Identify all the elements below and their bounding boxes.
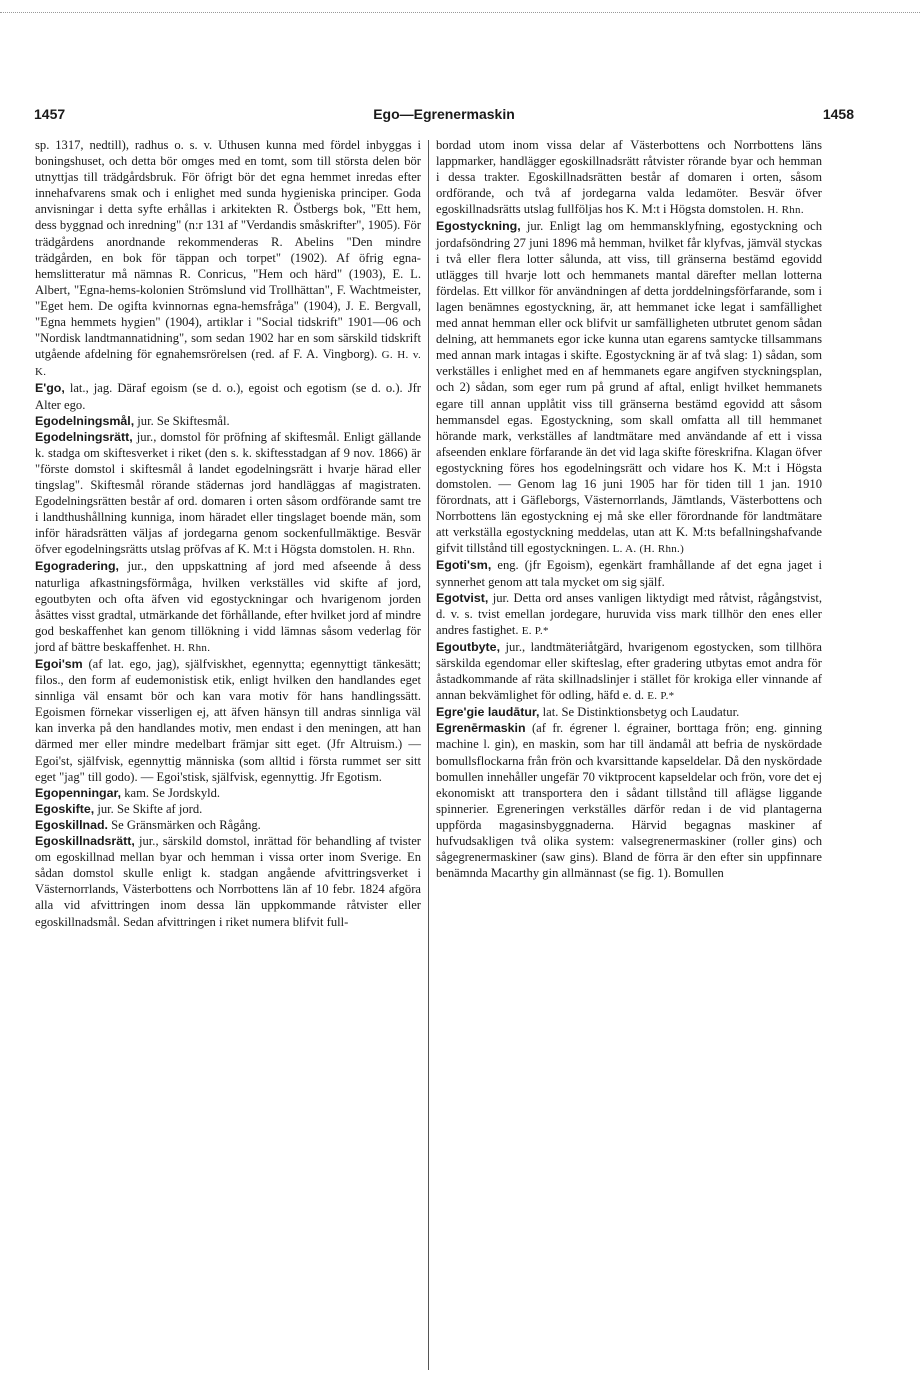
left-column xyxy=(35,137,421,930)
entry-headword: Egrenērmaskin xyxy=(436,721,526,736)
entry-text: Se Gränsmärken och Rågång. xyxy=(111,817,261,832)
dictionary-entry xyxy=(436,639,822,704)
column-divider xyxy=(428,140,429,1370)
page-number-right: 1458 xyxy=(822,106,854,122)
entry-headword: Egotvist, xyxy=(436,590,489,605)
dictionary-entry xyxy=(436,720,822,881)
entry-text: jur., särskild domstol, inrättad för behandling af tvister om egoskillnad mellan byar och hemman i vissa orter inom Sverige. En sådan domstol skulle enligt k. stadgan angående afvittringsverket i Västernorrlands, Västerbottens och Norrbottens län af 10 febr. 1824 afgöra alla vid afvittringen inom dessa län uppkommande råtvister eller egoskillnadsmål. Sedan afvittringen i riket numera blifvit full- xyxy=(35,834,421,929)
dictionary-entry xyxy=(436,557,822,589)
entry-text: lat., jag. Däraf egoism (se d. o.), egoist och egotism (se d. o.). Jfr Alter ego. xyxy=(35,381,421,412)
dictionary-entry xyxy=(35,558,421,656)
page-header xyxy=(34,106,854,126)
entry-headword: Egodelningsmål, xyxy=(35,413,135,428)
entry-headword: Egodelningsrätt, xyxy=(35,429,133,444)
page-number-left: 1457 xyxy=(34,106,66,122)
entry-text: jur. Detta ord anses vanligen liktydigt med råtvist, rågångstvist, d. v. s. tvist emellan jordegare, huruvida viss mark tillhör den enes eller andres fastighet. xyxy=(436,590,822,637)
entry-text: eng. (jfr Egoism), egenkärt framhållande af det egna jaget i synnerhet genom att tala mycket om sig själf. xyxy=(436,558,822,589)
dictionary-entry xyxy=(35,785,421,801)
running-title: Ego—Egrenermaskin xyxy=(373,106,515,122)
entry-headword: Egopenningar, xyxy=(35,785,122,800)
entry-headword: Egoskillnadsrätt, xyxy=(35,834,135,849)
entry-signature: E. P.* xyxy=(647,690,675,703)
entry-text: jur., domstol för pröfning af skiftesmål. Enligt gällande k. stadga om skiftesverket i riket (den s. k. skiftesstadgan af 9 nov. 1866) är "förste domstol i skiftesmål å landet egodelningsrätt i hvarje härad eller tingslag". Skiftesmål rörande städernas jord handläggas af magistraten. Egodelningsrätten består af ord. domaren i orten såsom ordförande samt tre i landthushållning kunniga, inom häradet eller tingslaget boende män, som inför häradsrätten väljas af jordegarna genom sockenfullmäktige. Besvär öfver egodelningsrätts utslag pröfvas af K. M:t i Högsta domstolen. xyxy=(35,429,421,557)
dictionary-entry xyxy=(35,137,421,380)
dictionary-entry xyxy=(35,413,421,429)
dictionary-entry xyxy=(35,429,421,559)
dictionary-entry xyxy=(436,704,822,720)
entry-signature: G. H. v. K. xyxy=(35,349,421,379)
entry-headword: Egoti'sm, xyxy=(436,558,492,573)
entry-text: (af fr. égrener l. égrainer, borttaga frön; eng. ginning machine l. gin), en maskin, som har till ändamål att befria de nyskördade bomullsflockarna från frön och kvarsittande kapseldelar. Då den nyskördade bomullen innehåller ungefär 70 viktprocent kapseldelar och frön, vore det ej ekonomiskt att transportera den i sådant tillstånd till aflägse liggande spinnerier. Egreneringen verkställes därför redan i de vid plantagerna uppförda magasinsbyggnaderna. Härvid begagnas maskiner af hufvudsakligen två olika system: valsegrenermaskiner (roller gins) och sågegrenermaskiner (saw gins). Bland de förra är den efter sin uppfinnare benämnda Macarthy gin allmännast (se fig. 1). Bomullen xyxy=(436,721,822,881)
entry-headword: Egoskifte, xyxy=(35,801,95,816)
entry-text: lat. Se Distinktionsbetyg och Laudatur. xyxy=(542,705,740,720)
entry-headword: Egoutbyte, xyxy=(436,639,501,654)
dictionary-entry xyxy=(436,137,822,218)
dictionary-entry xyxy=(436,590,822,639)
entry-text: jur. Se Skifte af jord. xyxy=(97,801,203,816)
entry-headword: Egoskillnad. xyxy=(35,817,108,832)
dictionary-entry xyxy=(35,801,421,817)
entry-headword: Egogradering, xyxy=(35,559,119,574)
entry-signature: L. A. (H. Rhn.) xyxy=(612,543,685,556)
top-rule xyxy=(0,12,920,13)
entry-headword: Egre'gie laudātur, xyxy=(436,705,540,720)
entry-text: sp. 1317, nedtill), radhus o. s. v. Uthusen kunna med fördel inbyggas i boningshuset, och detta bör omges med en tomt, som till största delen bör utnyttjas till trädgårdsbruk. För öfrigt bör det egna hemmet inredas efter innehafvarens smak och i enlighet med sunda hygieniska principer. Goda anvisningar i detta syfte erhållas i arkitekten R. Östbergs bok, "Ett hem, dess byggnad och inredning" (n:r 131 af "Verdandis småskrifter", 1905). För trädgårdens anordnande rekommenderas R. Abelins "Den mindre trädgården, en bok för täppan och torpet" (1902). Af öfrig egna-hemslitteratur må nämnas R. Conricus, "Hem och härd" (1903), E. L. Albert, "Egna-hems-kolonien Strömslund vid Trollhättan", F. Wachtmeister, "Eget hem. De ogifta kvinnornas egna-hemsfråga" (1904), J. E. Bergvall, "Egna hemmets hygien" (1904), artiklar i "Social tidskrift" 1901—06 och "Nordisk landtmannatidning", som sedan 1902 har en som särskild tidskrift utgående afdelning för egnahemsrörelsen (red. af F. A. Vingborg). xyxy=(35,138,421,362)
entry-signature: H. Rhn. xyxy=(173,641,211,654)
entry-text: jur., landtmäteriåtgärd, hvarigenom egostycken, som tillhöra särskilda egendomar eller skifteslag, efter gradering utbytas emot andra för åstadkommande af räta skillnadslinjer i stället för krokiga eller vinnande af annan bekvämlighet för odling, häfd e. d. xyxy=(436,639,822,703)
entry-text: jur. Enligt lag om hemmansklyfning, egostyckning och jordafsöndring 27 juni 1896 må hemman, hvilket får klyfvas, jämväl styckas i två eller flera lotter sålunda, att viss, till gränserna bestämd egovidd utlägges till hvarje lott och hemmanets mantal därefter mellan lotterna fördelas. Ett villkor för användningen af detta jorddelningsförfarande, som i lagen benämnes egostyckning, är, att hemmanet icke legat i samfällighet med annat hemman eller ock blifvit ur samfälligheten utbrutet genom sådan delning, att hemmanets egor icke kunna utan egarens samtycke tillsammans med annan mark intagas i skifte. Egostyckning är af två slag: 1) sådan, som verkställes i enlighet med en af hemmanets egare angifven styckningsplan, och 2) sådan, som eger rum på grund af aftal, enligt hvilket hemmanets egare till annan upplåtit viss till gränserna bestämd egovidd att såsom hemmansdel egas. Egostyckning, som skall omfatta all till hemmanet hörande mark, verkställes af landtmätare med användande af ett i vissa afseenden enklare förfarande än det vid laga skifte föreskrifna. Klagan öfver egostyckning föres hos egodelningsrätt och vidare hos K. M:t i Högsta domstolen. — Genom lag 16 juni 1905 har för tiden till 1 jan. 1910 förordnats, att i Gäfleborgs, Västernorrlands, Jämtlands, Västerbottens och Norrbottens län egostyckning ej må ske eller förordnande för landtmätare att verkställa egostyckning meddelas, utan att K. M:ts befallningshafvande gifvit tillstånd till egostyckningen. xyxy=(436,219,822,556)
entry-signature: H. Rhn. xyxy=(767,204,804,217)
entry-signature: H. Rhn. xyxy=(378,544,416,557)
dictionary-entry xyxy=(35,656,421,785)
entry-headword: Egostyckning, xyxy=(436,219,521,234)
dictionary-entry xyxy=(35,833,421,930)
entry-text: kam. Se Jordskyld. xyxy=(124,785,221,800)
entry-headword: E'go, xyxy=(35,381,65,396)
entry-text: jur., den uppskattning af jord med afseende å dess naturliga afkastningsförmåga, hvilken verkställes vid skifte af jord, egoutbyten och ofta äfven vid egostyckningar och hvarigenom jorden åsättes visst gradtal, utmärkande det förhållande, efter hvilket jord af mindre god beskaffenhet kan genom tillökning i vidd lämnas såsom vederlag för jord af bättre beskaffenhet. xyxy=(35,559,421,654)
entry-text: bordad utom inom vissa delar af Västerbottens och Norrbottens läns lappmarker, handlägger egoskillnadsrätt råtvister rörande byar och hemman i dessa trakter. Egoskillnadsrätten består af domaren i orten, såsom ordförande, och två af jordegarna valda ledamöter. Besvär öfver egoskillnadsrätts utslag fullföljas hos K. M:t i Högsta domstolen. xyxy=(436,138,822,217)
dictionary-entry xyxy=(35,380,421,412)
entry-signature: E. P.* xyxy=(521,624,549,637)
dictionary-entry xyxy=(35,817,421,833)
entry-headword: Egoi'sm xyxy=(35,657,83,671)
entry-text: (af lat. ego, jag), själfviskhet, egennytta; egennyttigt tänkesätt; filos., den form af eudemonistisk etik, enligt hvilken den handlandes eget sinnliga väl ensamt bör och kan vara motiv för hans handlingssätt. Egoismen förnekar visserligen ej, att äfven hänsyn till andras sinnliga väl kan inverka på den handlandes motiv, men endast i den meningen, att han därmed mer eller mindre medelbart främjar sitt eget. (Jfr Altruism.) — Egoi'st, själfvisk, egennyttig människa (som alltid i första rummet ser sitt eget "jag" till godo). — Egoi'stisk, själfvisk, egennyttig. Jfr Egotism. xyxy=(35,657,421,784)
entry-text: jur. Se Skiftesmål. xyxy=(137,413,230,428)
right-column xyxy=(436,137,822,881)
dictionary-entry xyxy=(436,218,822,557)
